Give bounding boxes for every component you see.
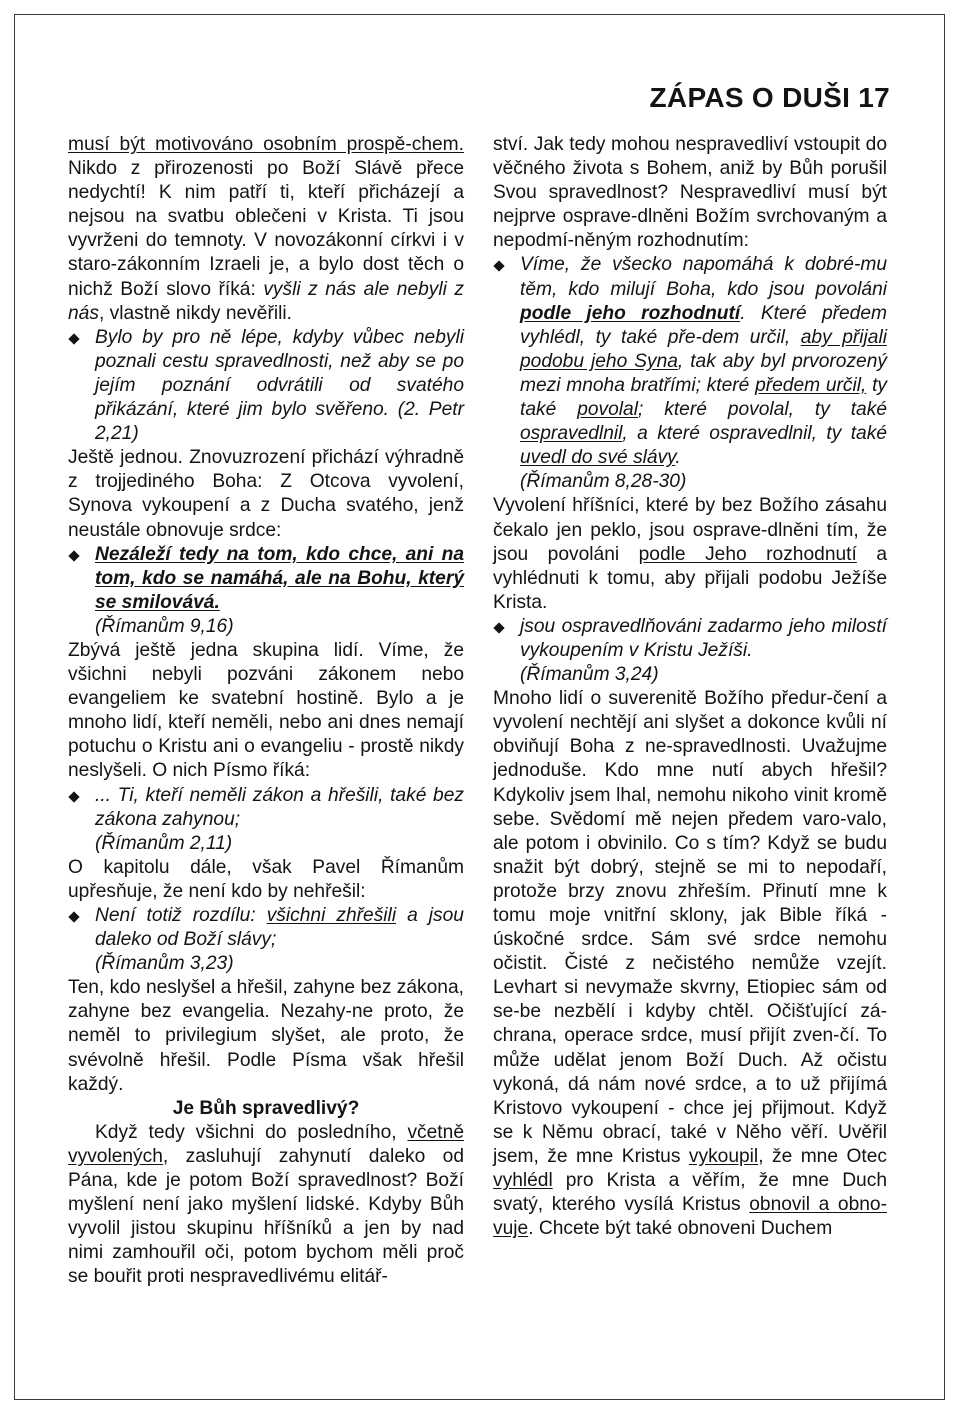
bible-quote: ... Ti, kteří neměli zákon a hřešili, také bez zákona zahynou; xyxy=(68,784,464,832)
bible-quote: Bylo by pro ně lépe, kdyby vůbec nebyli poznali cestu spravedlnosti, než aby se po jejím poznání odvrátili od svatého přikázání, které jim bylo svěřeno. (2. Petr 2,21) xyxy=(68,326,464,446)
bible-quote: Není totiž rozdílu: všichni zhřešili a jsou daleko od Boží slávy; xyxy=(68,904,464,952)
bible-reference: (Římanům 3,23) xyxy=(95,953,234,975)
paragraph: Ten, kdo neslyšel a hřešil, zahyne bez zákona, zahyne bez evangelia. Nezahy-ne proto, že neměl to privilegium slyšet, ale proto, že svévolně hřešil. Podle Písma však hřešil každý. xyxy=(68,977,464,1095)
paragraph: musí být motivováno osobním prospě-chem. Nikdo z přirozenosti po Boží Slávě přece nedychtí! K nim patří ti, kteří přicházejí a nejsou na svatbu oblečeni v Krista. Ti jsou vyvrženi do temnoty. V novozákonní církvi i v staro-zákonním Izraeli je, a bylo dost těch o nichž Boží slovo říká: vyšli z nás ale nebyli z nás, vlastně nikdy nevěřili. xyxy=(68,134,464,324)
paragraph: Vyvolení hříšníci, které by bez Božího zásahu čekalo jen peklo, jsou osprave-dlněni tím, že jsou povoláni podle Jeho rozhodnutí a vyhlédnuti k tomu, aby přijali podobu Ježíše Krista. xyxy=(493,495,887,613)
section-heading: Je Bůh spravedlivý? xyxy=(172,1097,360,1119)
bible-quote: jsou ospravedlňováni zadarmo jeho milostí vykoupením v Kristu Ježíši. xyxy=(493,615,887,663)
right-column xyxy=(493,133,887,1241)
bible-quote: Víme, že všecko napomáhá k dobré-mu těm, kdo milují Boha, kdo jsou povoláni podle jeho rozhodnutí. Které předem vyhlédl, ty také pře-dem určil, aby přijali podobu jeho Syna, tak aby byl prvorozený mezi mnoha bratřími; které předem určil, ty také povolal; které povolal, ty také ospravedlnil, a které ospravedlnil, ty také uvedl do své slávy. xyxy=(493,253,887,470)
bible-reference: (Římanům 8,28-30) xyxy=(520,471,687,493)
left-column xyxy=(68,133,464,1290)
paragraph: Když tedy všichni do posledního, včetně vyvolených, zasluhují zahynutí daleko od Pána, kde je potom Boží spravedlnost? Boží myšlení není jako myšlení lidské. Kdyby Bůh vyvolil jistou skupinu hříšníků a jen by nad nimi zamhouřil oči, potom bychom měli proč se bouřit proti nespravedlivému elitář- xyxy=(68,1121,464,1288)
paragraph: Ještě jednou. Znovuzrození přichází výhradně z trojjediného Boha: Z Otcova vyvolení, Synova vykoupení a z Ducha svatého, jenž neustále obnovuje srdce: xyxy=(68,447,464,541)
page-title: ZÁPAS O DUŠI 17 xyxy=(649,82,890,113)
paragraph: ství. Jak tedy mohou nespravedliví vstoupit do věčného života s Bohem, aniž by Bůh porušil Svou spravedlnost? Nespravedliví musí být nejprve osprave-dlněni Božím svrchovaným a nepodmí-něným rozhodnutím: xyxy=(493,134,887,252)
paragraph: Zbývá ještě jedna skupina lidí. Víme, že všichni nebyli pozváni zákonem nebo evangeliem ke svatební hostině. Bylo a je mnoho lidí, kteří neměli, nebo ani dnes nemají potuchu o Kristu ani o evangeliu - prostě nikdy neslyšeli. O nich Písmo říká: xyxy=(68,639,464,782)
paragraph: Mnoho lidí o suverenitě Božího předur-čení a vyvolení nechtějí ani slyšet a dokonce kvůli ní obviňují Boha z ne-spravedlnosti. Uvažujme jednoduše. Kdo mne nutí abych hřešil? Kdykoliv jsem lhal, nemohu nikoho vinit kromě sebe. Svědomí mě nejen předem varo-valo, ale potom i obvinilo. Co s tím? Když se budu snažit být dobrý, stejně se mi to nepodaří, protože brzy znovu zhřeším. Přinutí mne k tomu moje vnitřní sklony, jak Bible říká - úskočné srdce. Sám své srdce nemohu očistit. Čisté z nečistého nemůže vzejít. Levhart si nevymaže skvrny, Etiopiec sám od se-be nezbělí i kdyby chtěl. Očišťující zá-chrana, operace srdce, musí přijít zven-čí. To může udělat jenom Boží Duch. Až očistu vykoná, dá nám nové srdce, a to už přijímá Kristovo vykoupení - chce jej přijmout. Když se k Němu obrací, také v Něho věří. Uvěřil jsem, že mne Kristus vykoupil, že mne Otec vyhlédl pro Krista a věřím, že mne Duch svatý, kterého vysílá Kristus obnovil a obno-vuje. Chcete být také obnoveni Duchem xyxy=(493,688,887,1240)
paragraph: O kapitolu dále, však Pavel Římanům upřesňuje, že není kdo by nehřešil: xyxy=(68,856,464,902)
bible-quote: Nezáleží tedy na tom, kdo chce, ani na tom, kdo se namáhá, ale na Bohu, který se smilovává. xyxy=(68,543,464,615)
bible-reference: (Římanům 9,16) xyxy=(95,615,234,637)
bible-reference: (Římanům 2,11) xyxy=(95,832,233,854)
bible-reference: (Římanům 3,24) xyxy=(520,664,659,686)
